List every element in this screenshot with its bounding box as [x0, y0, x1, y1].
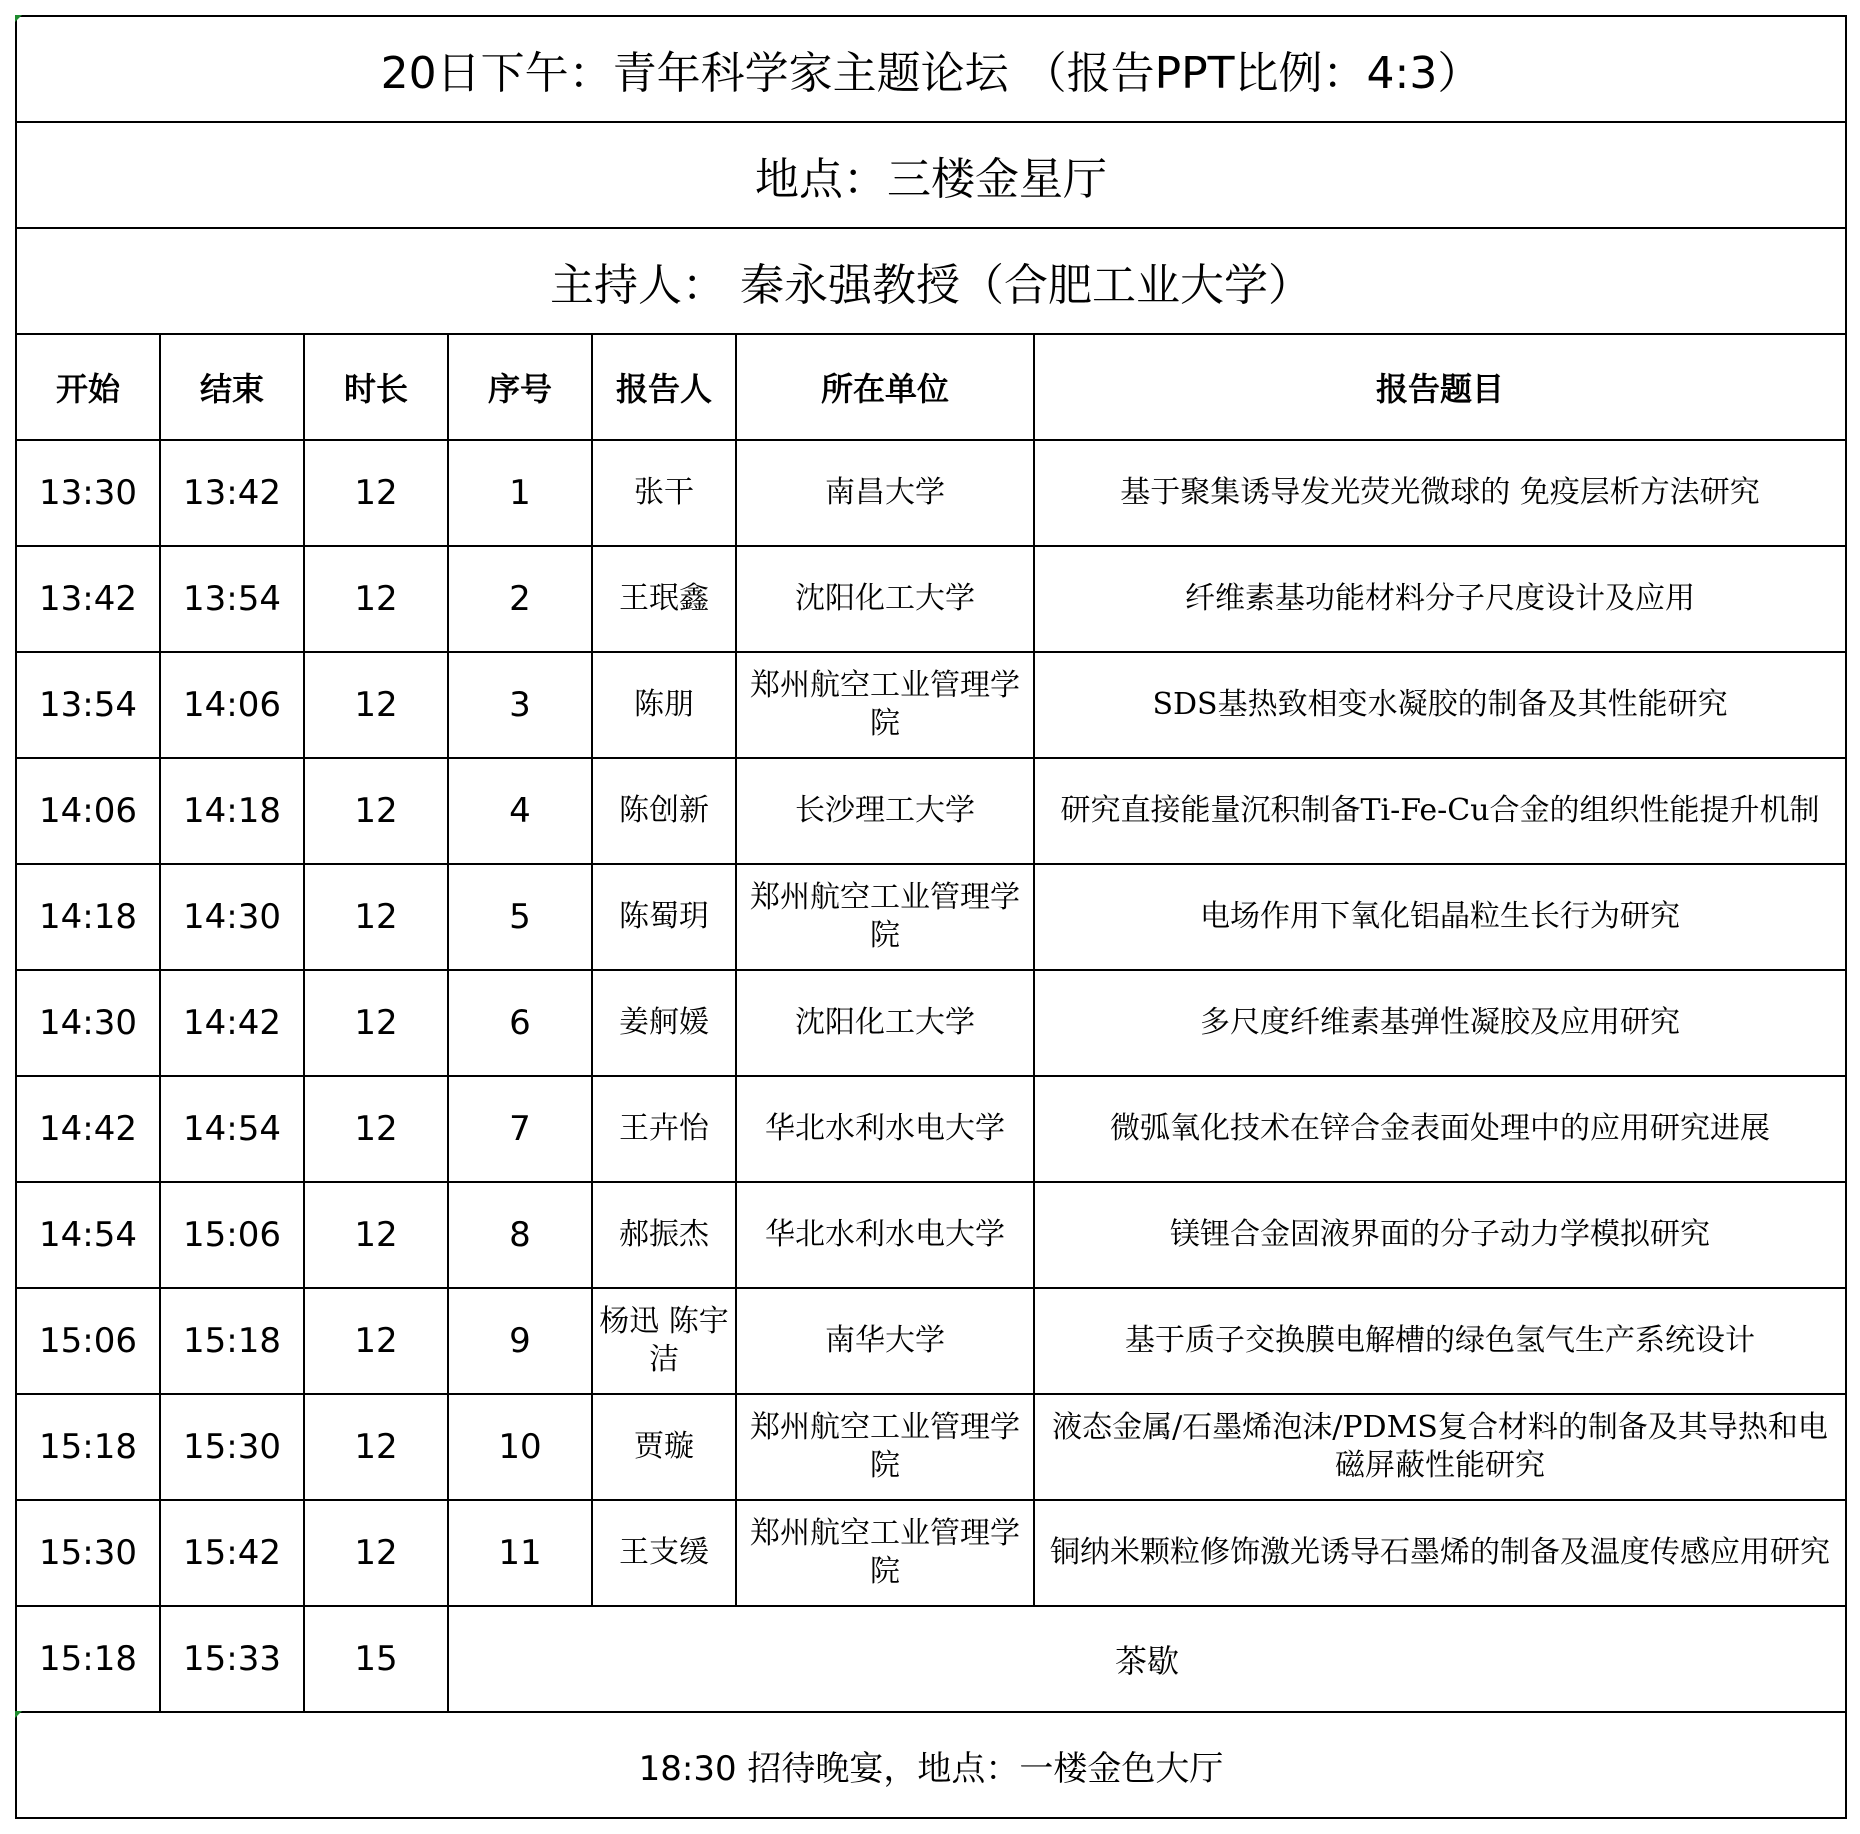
start-time: 15:06	[16, 1288, 160, 1394]
header-affiliation: 所在单位	[736, 334, 1034, 440]
tea-break-row	[16, 1606, 1846, 1712]
report-topic: SDS基热致相变水凝胶的制备及其性能研究	[1034, 652, 1846, 758]
cell-corner-marker-footer	[15, 1711, 22, 1718]
speaker-name: 杨迅 陈宇洁	[592, 1288, 736, 1394]
end-time: 13:54	[160, 546, 304, 652]
affiliation: 华北水利水电大学	[736, 1182, 1034, 1288]
sequence-number: 6	[448, 970, 592, 1076]
venue-text: 地点：三楼金星厅	[16, 122, 1846, 228]
table-row	[16, 546, 1846, 652]
report-topic: 电场作用下氧化铝晶粒生长行为研究	[1034, 864, 1846, 970]
start-time: 14:30	[16, 970, 160, 1076]
table-row	[16, 1500, 1846, 1606]
start-time: 15:30	[16, 1500, 160, 1606]
report-topic: 纤维素基功能材料分子尺度设计及应用	[1034, 546, 1846, 652]
venue-row	[16, 122, 1846, 228]
sequence-number: 1	[448, 440, 592, 546]
report-topic: 基于聚集诱导发光荧光微球的 免疫层析方法研究	[1034, 440, 1846, 546]
speaker-name: 张干	[592, 440, 736, 546]
header-end: 结束	[160, 334, 304, 440]
affiliation: 郑州航空工业管理学院	[736, 1394, 1034, 1500]
sequence-number: 7	[448, 1076, 592, 1182]
header-speaker: 报告人	[592, 334, 736, 440]
table-row	[16, 758, 1846, 864]
affiliation: 郑州航空工业管理学院	[736, 1500, 1034, 1606]
affiliation: 长沙理工大学	[736, 758, 1034, 864]
end-time: 15:42	[160, 1500, 304, 1606]
speaker-name: 姜舸媛	[592, 970, 736, 1076]
duration: 12	[304, 758, 448, 864]
end-time: 14:54	[160, 1076, 304, 1182]
table-row	[16, 652, 1846, 758]
break-start: 15:18	[16, 1606, 160, 1712]
header-topic: 报告题目	[1034, 334, 1846, 440]
duration: 12	[304, 864, 448, 970]
schedule-body	[16, 16, 1846, 1818]
start-time: 13:54	[16, 652, 160, 758]
table-row	[16, 970, 1846, 1076]
speaker-name: 陈朋	[592, 652, 736, 758]
affiliation: 南华大学	[736, 1288, 1034, 1394]
start-time: 13:30	[16, 440, 160, 546]
footer-text: 18:30 招待晚宴，地点：一楼金色大厅	[16, 1712, 1846, 1818]
affiliation: 郑州航空工业管理学院	[736, 652, 1034, 758]
host-row	[16, 228, 1846, 334]
cell-corner-marker-top	[15, 15, 22, 22]
duration: 12	[304, 1288, 448, 1394]
report-topic: 研究直接能量沉积制备Ti-Fe-Cu合金的组织性能提升机制	[1034, 758, 1846, 864]
host-text: 主持人： 秦永强教授（合肥工业大学）	[16, 228, 1846, 334]
speaker-name: 贾璇	[592, 1394, 736, 1500]
end-time: 14:06	[160, 652, 304, 758]
footer-row	[16, 1712, 1846, 1818]
speaker-name: 王支缓	[592, 1500, 736, 1606]
duration: 12	[304, 652, 448, 758]
table-row	[16, 1394, 1846, 1500]
start-time: 14:42	[16, 1076, 160, 1182]
end-time: 15:06	[160, 1182, 304, 1288]
report-topic: 液态金属/石墨烯泡沫/PDMS复合材料的制备及其导热和电磁屏蔽性能研究	[1034, 1394, 1846, 1500]
affiliation: 南昌大学	[736, 440, 1034, 546]
speaker-name: 王卉怡	[592, 1076, 736, 1182]
table-row	[16, 1288, 1846, 1394]
duration: 12	[304, 1076, 448, 1182]
affiliation: 华北水利水电大学	[736, 1076, 1034, 1182]
report-topic: 基于质子交换膜电解槽的绿色氢气生产系统设计	[1034, 1288, 1846, 1394]
header-duration: 时长	[304, 334, 448, 440]
break-duration: 15	[304, 1606, 448, 1712]
table-row	[16, 1182, 1846, 1288]
table-row	[16, 440, 1846, 546]
report-topic: 镁锂合金固液界面的分子动力学模拟研究	[1034, 1182, 1846, 1288]
report-topic: 多尺度纤维素基弹性凝胶及应用研究	[1034, 970, 1846, 1076]
sequence-number: 9	[448, 1288, 592, 1394]
speaker-name: 陈蜀玥	[592, 864, 736, 970]
report-topic: 微弧氧化技术在锌合金表面处理中的应用研究进展	[1034, 1076, 1846, 1182]
break-label: 茶歇	[448, 1606, 1846, 1712]
forum-schedule-table	[15, 15, 1847, 1819]
affiliation: 沈阳化工大学	[736, 546, 1034, 652]
duration: 12	[304, 440, 448, 546]
affiliation: 郑州航空工业管理学院	[736, 864, 1034, 970]
header-start: 开始	[16, 334, 160, 440]
end-time: 13:42	[160, 440, 304, 546]
end-time: 14:30	[160, 864, 304, 970]
start-time: 14:18	[16, 864, 160, 970]
end-time: 14:42	[160, 970, 304, 1076]
title-row	[16, 16, 1846, 122]
affiliation: 沈阳化工大学	[736, 970, 1034, 1076]
duration: 12	[304, 546, 448, 652]
header-seq: 序号	[448, 334, 592, 440]
speaker-name: 王珉鑫	[592, 546, 736, 652]
duration: 12	[304, 970, 448, 1076]
break-end: 15:33	[160, 1606, 304, 1712]
sequence-number: 10	[448, 1394, 592, 1500]
start-time: 14:06	[16, 758, 160, 864]
sequence-number: 5	[448, 864, 592, 970]
sequence-number: 3	[448, 652, 592, 758]
sequence-number: 2	[448, 546, 592, 652]
duration: 12	[304, 1500, 448, 1606]
end-time: 14:18	[160, 758, 304, 864]
start-time: 15:18	[16, 1394, 160, 1500]
sequence-number: 8	[448, 1182, 592, 1288]
table-row	[16, 864, 1846, 970]
report-topic: 铜纳米颗粒修饰激光诱导石墨烯的制备及温度传感应用研究	[1034, 1500, 1846, 1606]
sequence-number: 11	[448, 1500, 592, 1606]
end-time: 15:18	[160, 1288, 304, 1394]
speaker-name: 陈创新	[592, 758, 736, 864]
duration: 12	[304, 1394, 448, 1500]
table-row	[16, 1076, 1846, 1182]
column-header-row	[16, 334, 1846, 440]
end-time: 15:30	[160, 1394, 304, 1500]
start-time: 13:42	[16, 546, 160, 652]
start-time: 14:54	[16, 1182, 160, 1288]
speaker-name: 郝振杰	[592, 1182, 736, 1288]
sequence-number: 4	[448, 758, 592, 864]
forum-title: 20日下午：青年科学家主题论坛 （报告PPT比例：4:3）	[16, 16, 1846, 122]
duration: 12	[304, 1182, 448, 1288]
